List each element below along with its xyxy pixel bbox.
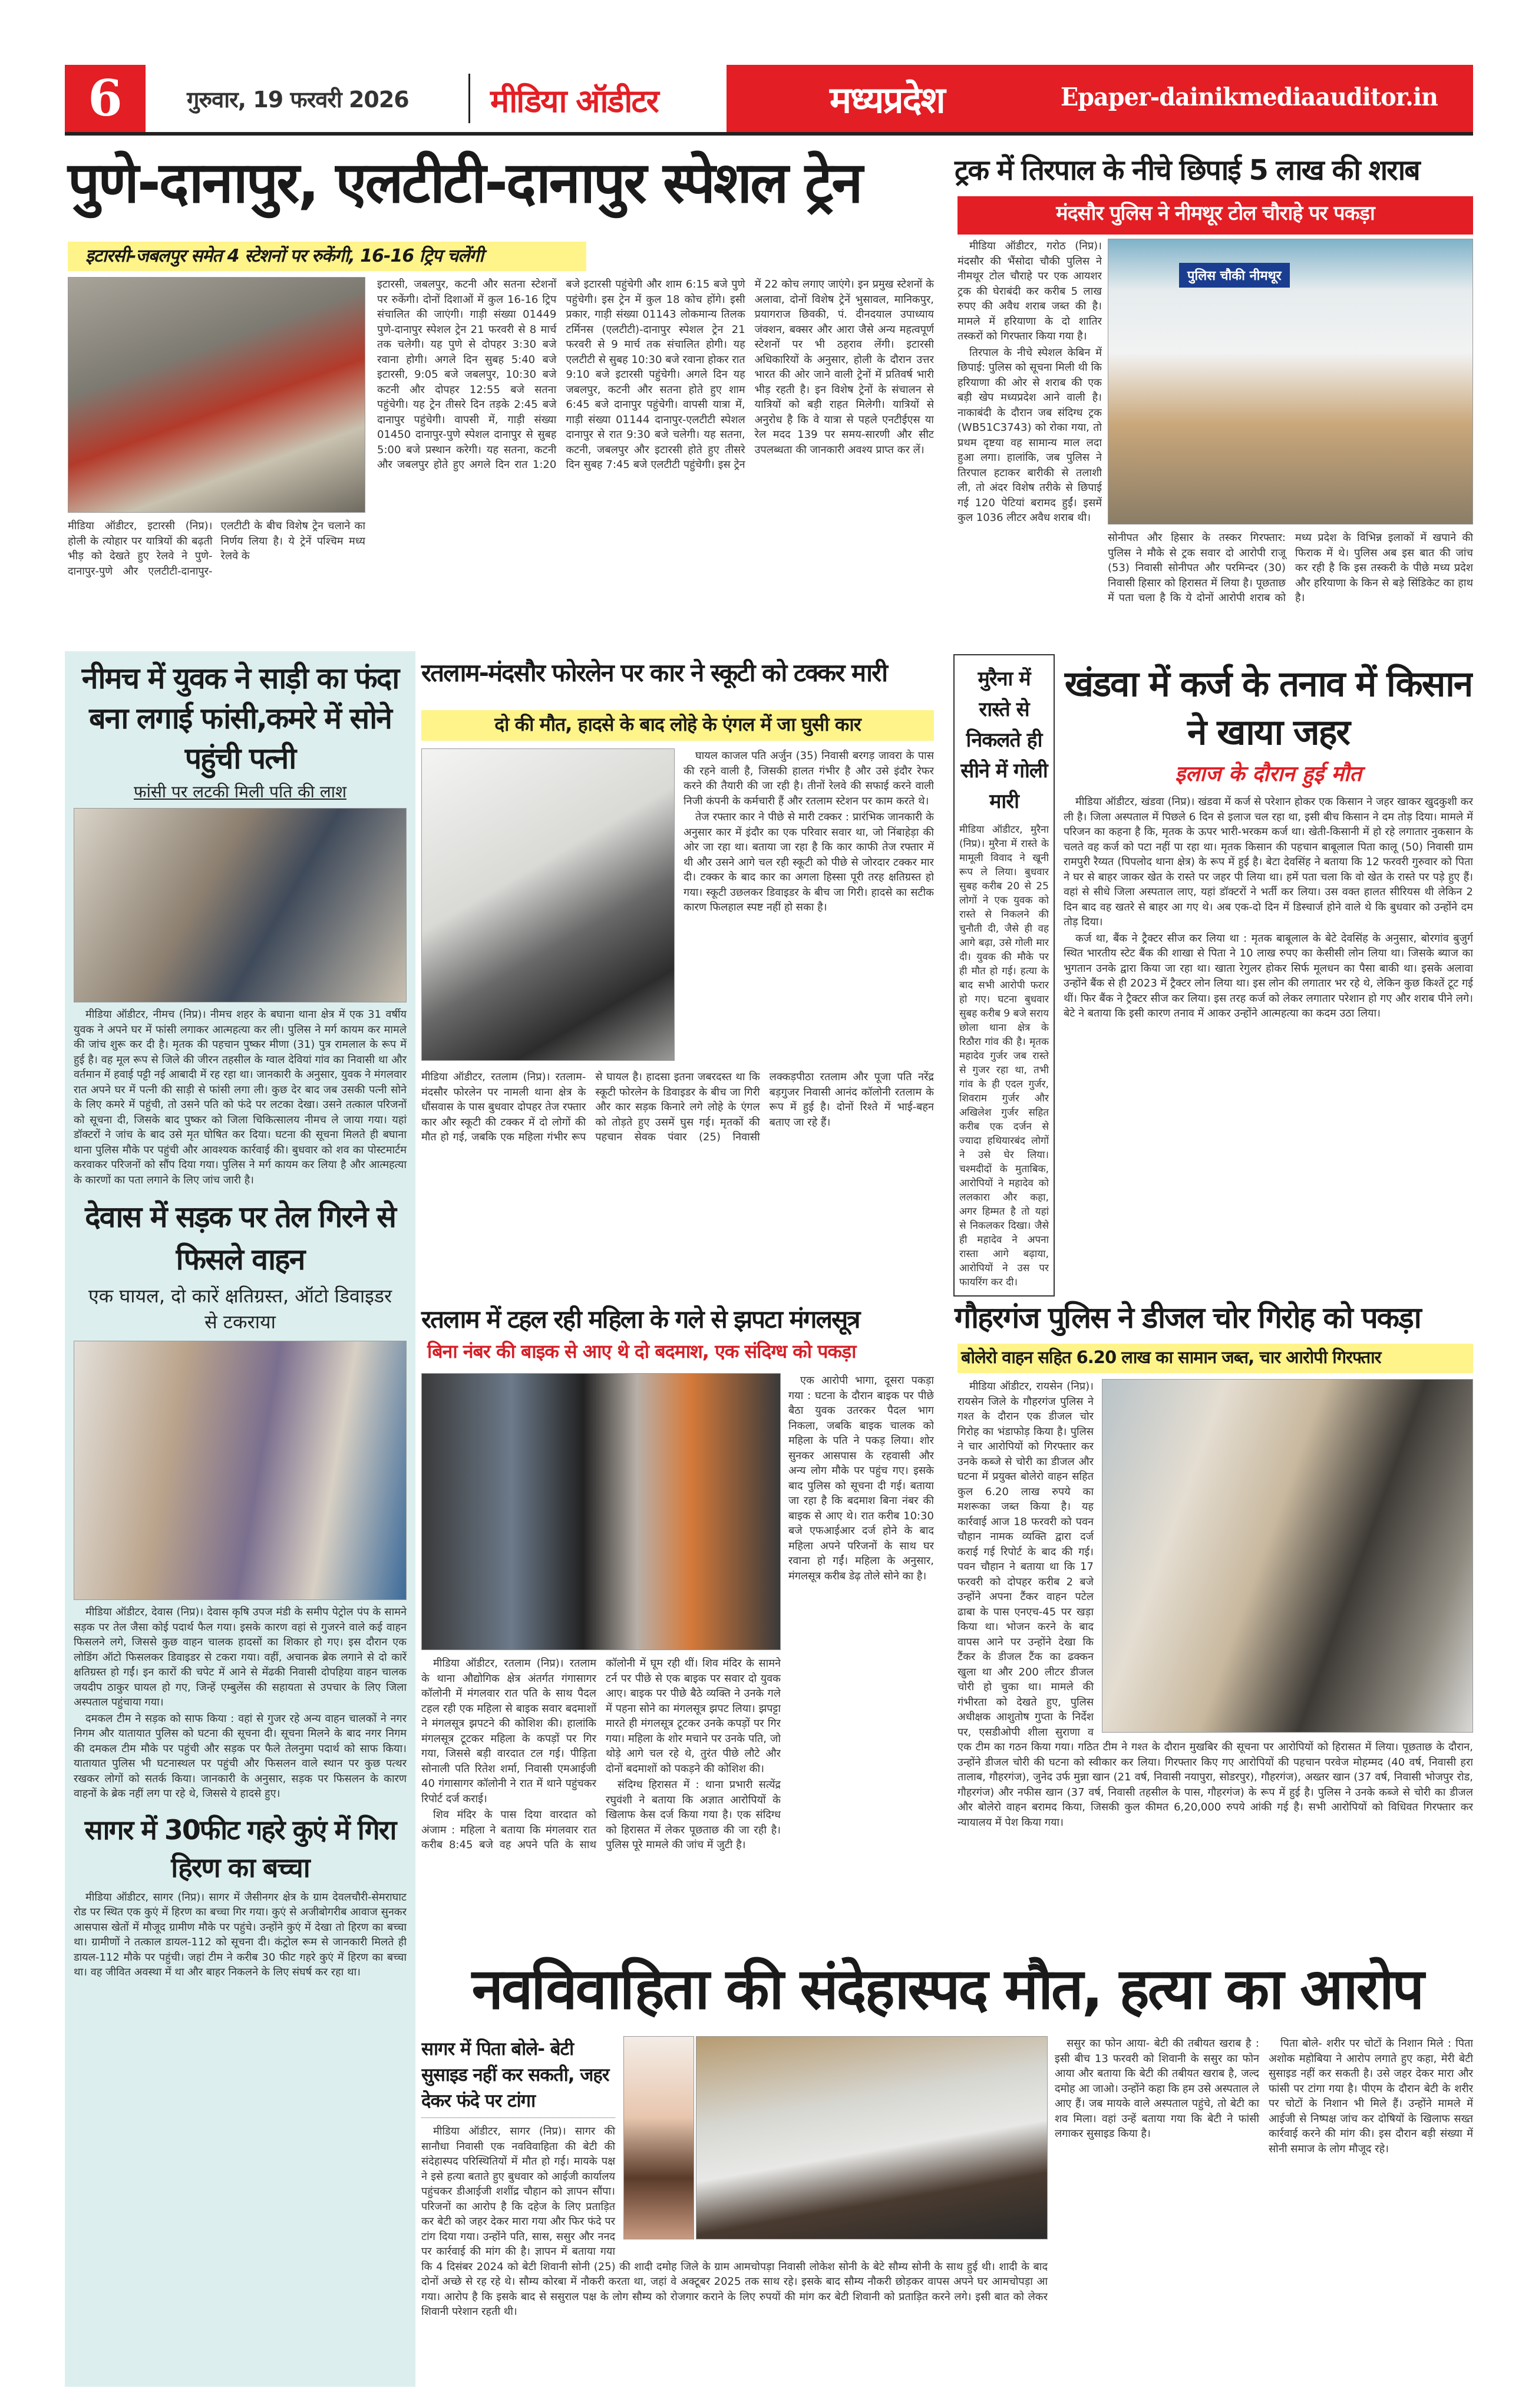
ratlam-chain-headline: रतलाम में टहल रही महिला के गले से झपटा मंगलसूत्र bbox=[421, 1305, 860, 1334]
truck-photo bbox=[1108, 239, 1473, 525]
sagar-bride-right bbox=[1055, 2036, 1473, 2381]
gauharganj-story bbox=[958, 1379, 1473, 1945]
sagar-bride-lead: मीडिया ऑडीटर, सागर (निप्र)। सागर की सानौधा निवासी एक नवविवाहिता की बेटी की संदेहास्पद परिस्थितियों में मौत हो गई। मायके पक्ष ने इसे हत्या बताते हुए बुधवार को आईजी कार्यालय पहुंचकर डीआईजी शशींद्र चौहान को ज्ञापन सौंपा। परिजनों का आरोप है कि दहेज के लिए प्रताड़ित कर बेटी को जहर देकर मारा गया और फिर फंदे पर टांग दिया गया। उन्होंने पति, सास, ससुर और ननद पर कार्रवाई की मांग की है। ज्ञापन में बताया गया कि 4 दिसंबर 2024 को बेटी शिवानी सोनी (25) की शादी दमोह जिले के ग्राम आमचोपड़ा निवासी लोकेश सोनी के बेटे सौम्य सोनी के साथ हुई थी। शादी के बाद दोनों अच्छे से रह रहे थे। सौम्य कोरबा में नौकरी करता था, जहां वे अक्टूबर 2025 तक साथ रहे। इसके बाद सौम्य नौकरी छोड़कर वापस अपने घर आमचोपड़ा आ गया। आरोप है कि इसके बाद से ससुराल पक्ष के लोग सौम्य को रोजगार कराने के लिए रुपयों की मांग कर बेटी शिवानी को प्रताड़ित करने लगे। इसी बात को लेकर शिवानी परेशान रहती थी। bbox=[421, 2125, 1048, 2318]
khandwa-headline: खंडवा में कर्ज के तनाव में किसान ने खाया जहर bbox=[1064, 664, 1472, 753]
khandwa-subhead: इलाज के दौरान हुई मौत bbox=[1175, 762, 1362, 786]
page-number: 6 bbox=[88, 69, 123, 127]
dewas-body bbox=[74, 1605, 407, 1803]
bride-portrait-photo bbox=[623, 2036, 694, 2239]
train-headline: पुणे-दानापुर, एलटीटी-दानापुर स्पेशल ट्रेन bbox=[68, 150, 861, 216]
sagar-bride-story bbox=[421, 2036, 1048, 2381]
train-caption: मीडिया ऑडीटर, इटारसी (निप्र)। होली के त्योहार पर यात्रियों की बढ़ती भीड़ को देखते हुए रेलवे ने पुणे-दानापुर-पुणे और एलटीटी-दानापुर-एलटीटी के बीच विशेष ट्रेन चलाने का निर्णय लिया है। ये ट्रेनें पश्चिम मध्य रेलवे के bbox=[68, 520, 365, 578]
khandwa-subsection: कर्ज था, बैंक ने ट्रैक्टर सीज कर लिया था : मृतक बाबूलाल के बेटे देवसिंह के अनुसार, बोरगांव बुजुर्ग स्थित भारतीय स्टेट बैंक की शाखा से पिता ने 10 लाख रुपए का केसीसी लोन लिया था। जिसके ब्याज का भुगतान उनके द्वारा किया जा रहा था। खाता रेगुलर होकर सिर्फ मूलधन का पैसा बाकी था। इसके अलावा उन्होंने बैंक से ही 2023 में ट्रैक्टर लोन लिया था। इस लोन की लगातार भर रहे थे, लेकिन कुछ किश्तें टूट गई थीं। फिर बैंक ने ट्रैक्टर सीज कर लिया। इस तरह कर्ज को लेकर लगातार परेशान हो गए और शराब पीने लगे। बेटे ने बताया कि इसी कारण तनाव में आकर उन्होंने आत्महत्या का कदम उठा लिया। bbox=[1064, 932, 1473, 1020]
ratlam-crash-headline: रतलाम-मंदसौर फोरलेन पर कार ने स्कूटी को टक्कर मारी bbox=[421, 658, 887, 687]
neemuch-subhead: फांसी पर लटकी मिली पति की लाश bbox=[133, 782, 346, 801]
khandwa-lead: मीडिया ऑडीटर, खंडवा (निप्र)। खंडवा में कर्ज से परेशान होकर एक किसान ने जहर खाकर खुदकुशी कर ली है। जिला अस्पताल में पिछले 6 दिन से इलाज चल रहा था, इसी बीच किसान ने दम तोड़ दिया। मामले में परिजन का कहना है कि, मृतक के ऊपर भारी-भरकम कर्ज था। खेती-किसानी में हो रहे लगातार नुकसान के चलते वह कर्ज को पटा नहीं पा रहा था। मृतक किसान की पहचान बाबूलाल पिता कालू (50) निवासी ग्राम रामपुरी रैय्यत (पिपलोद थाना क्षेत्र) के रूप में हुई है। बेटा देवसिंह ने बताया कि 12 फरवरी गुरुवार को पिता ने घर से बाहर जाकर खेत के रास्ते पर जहर पी लिया था। हमें पता चला कि वो खेत के रास्ते पर पड़े हुए हैं। वहां से सीधे जिला अस्पताल लाए, यहां डॉक्टरों ने भर्ती कर लिया। उस वक्त हालत सीरियस थी लेकिन 2 दिन बाद वह खतरे से बाहर आ गए थे। अब एक-दो दिन में डिस्चार्ज होने वाले थे कि बुधवार को उन्होंने दम तोड़ दिया। bbox=[1064, 796, 1473, 928]
train-photo bbox=[68, 277, 365, 513]
truck-subhead: मंदसौर पुलिस ने नीमथूर टोल चौराहे पर पकड़ा bbox=[958, 196, 1473, 235]
sagar-bride-headline: नवविवाहिता की संदेहास्पद मौत, हत्या का आरोप bbox=[471, 1956, 1423, 2022]
issue-date: गुरुवार, 19 फरवरी 2026 bbox=[187, 87, 409, 113]
bride-sub2: पिता बोले- शरीर पर चोटों के निशान मिले : पिता अशोक महोबिया ने आरोप लगाते हुए कहा, मेरी बेटी सुसाइड नहीं कर सकती है। उसे जहर देकर मारा और फांसी पर टांगा गया है। पीएम के दौरान बेटी के शरीर पर चोटों के निशान भी मिले हैं। उन्होंने मामले में आईजी से निष्पक्ष जांच कर दोषियों के खिलाफ सख्त कार्रवाई करने की मांग की। इस दौरान बड़ी संख्या में सोनी समाज के लोग मौजूद रहे। bbox=[1269, 2037, 1473, 2155]
gauharganj-body: मीडिया ऑडीटर, रायसेन (निप्र)। रायसेन जिले के गौहरगंज पुलिस ने गश्त के दौरान एक डीजल चोर गिरोह का भंडाफोड़ किया है। पुलिस ने चार आरोपियों को गिरफ्तार कर उनके कब्जे से चोरी का डीजल और घटना में प्रयुक्त बोलेरो वाहन सहित कुल 6.20 लाख रुपये का मशरूका जब्त किया है। यह कार्रवाई आज 18 फरवरी को पवन चौहान नामक व्यक्ति द्वारा दर्ज कराई गई रिपोर्ट के बाद की गई। पवन चौहान ने बताया था कि 17 फरवरी को दोपहर करीब 2 बजे उन्होंने अपना टैंकर वाहन पटेल ढाबा के पास एनएच-45 पर खड़ा किया था। भोजन करने के बाद वापस आने पर उन्होंने देखा कि टैंकर के डीजल टैंक का ढक्कन खुला था और 200 लीटर डीजल चोरी हो चुका था। मामले की गंभीरता को देखते हुए, पुलिस अधीक्षक आशुतोष गुप्ता के निर्देश पर, एसडीओपी शीला सुराणा व एक टीम का गठन किया गया। गठित टीम ने गश्त के दौरान मुखबिर की सूचना पर आरोपियों को हिरासत में लिया। पूछताछ के दौरान, उन्होंने डीजल चोरी की घटना को स्वीकार कर लिया। गिरफ्तार किए गए आरोपियों की पहचान परवेज मोहम्मद (40 वर्ष, निवासी हरा तालाब, गौहरगंज), जुनेद उर्फ मुन्ना खान (21 वर्ष, निवासी नयापुरा, सोडरपुर), गौहरगंज), अख्तर खान (37 वर्ष, निवासी भोजपुर रोड, गौहरगंज) और नफीस खान (37 वर्ष, निवासी तहसील के पास, गौहरगंज) के रूप में हुई है। पुलिस ने उनके कब्जे से चोरी का डीजल और बोलेरो वाहन बरामद किया, जिसकी कुल कीमत 6,20,000 रुपये आंकी गई है। सभी आरोपियों को विधिवत गिरफ्तार कर न्यायालय में पेश किया गया। bbox=[958, 1380, 1473, 1829]
gauharganj-headline: गौहरगंज पुलिस ने डीजल चोर गिरोह को पकड़ा bbox=[955, 1301, 1421, 1335]
diesel-gang-photo bbox=[1102, 1379, 1473, 1733]
truck-body-2: सोनीपत और हिसार के तस्कर गिरफ्तार: पुलिस ने मौके से ट्रक सवार दो आरोपी राजू (53) निवासी सोनीपत और परमिन्दर (30) निवासी हिसार को हिरासत में लिया है। पूछताछ में पता चला है कि ये दोनों आरोपी शराब को मध्य प्रदेश के विभिन्न इलाकों में खपाने की फिराक में थे। पुलिस अब इस बात की जांच कर रही है कि इस तस्करी के पीछे मध्य प्रदेश और हरियाणा के किन से बड़े सिंडिकेट का हाथ है। bbox=[1108, 532, 1473, 604]
chain-snatching-photo bbox=[421, 1373, 781, 1650]
masthead-bar bbox=[65, 65, 1473, 136]
morena-box bbox=[953, 654, 1055, 1297]
khandwa-story bbox=[1064, 660, 1473, 1299]
truck-subsection: तिरपाल के नीचे स्पेशल केबिन में छिपाई: पुलिस को सूचना मिली थी कि हरियाणा की ओर से शराब की एक बड़ी खेप मध्यप्रदेश आने वाली है। नाकाबंदी के दौरान जब संदिग्ध ट्रक (WB51C3743) को रोका गया, तो प्रथम दृष्टया वह सामान्य माल लदा हुआ लगा। हालांकि, जब पुलिस ने तिरपाल हटाकर बारीकी से तलाशी ली, तो अंदर विशेष तरीके से छिपाई गई 120 पेटियां बरामद हुईं। इसमें कुल 1036 लीटर अवैध शराब थी। bbox=[958, 346, 1102, 524]
sagar-deer-headline: सागर में 30फीट गहरे कुएं में गिरा हिरण का बच्चा bbox=[84, 1813, 396, 1883]
chain-sub3: संदिग्ध हिरासत में : थाना प्रभारी सत्येंद्र रघुवंशी ने बताया कि अज्ञात आरोपियों के खिलाफ केस दर्ज किया गया है। एक संदिग्ध को हिरासत में लेकर पूछताछ की जा रही है। पुलिस पूरे मामले की जांच में जुटी है। bbox=[606, 1779, 781, 1851]
sagar-bride-photos bbox=[623, 2036, 1048, 2239]
ratlam-crash-subhead: दो की मौत, हादसे के बाद लोहे के एंगल में जा घुसी कार bbox=[421, 710, 934, 741]
crash-side-sub: तेज रफ्तार कार ने पीछे से मारी टक्कर : प्रारंभिक जानकारी के अनुसार कार में इंदौर का एक परिवार सवार था, जो निंबाहेड़ा की ओर जा रहा था। बताया जा रहा है कि कार काफी तेज रफ्तार में थी और उसने आगे चल रही स्कूटी को पीछे से जोरदार टक्कर मार दी। टक्कर के बाद कार का अगला हिस्सा पूरी तरह क्षतिग्रस्त हो गया। स्कूटी उछलकर डिवाइडर के बीच जा गिरी। हादसे का सटीक कारण फिलहाल स्पष्ट नहीं हो सका है। bbox=[684, 811, 934, 913]
divider bbox=[468, 74, 470, 123]
newspaper-brand: मीडिया ऑडीटर bbox=[490, 83, 658, 120]
ratlam-chain-subhead: बिना नंबर की बाइक से आए थे दो बदमाश, एक संदिग्ध को पकड़ा bbox=[427, 1340, 856, 1363]
ratlam-crash-side bbox=[684, 748, 934, 1064]
gauharganj-subhead: बोलेरो वाहन सहित 6.20 लाख का सामान जब्त, चार आरोपी गिरफ्तार bbox=[958, 1344, 1473, 1373]
epaper-link[interactable]: Epaper-dainikmediaauditor.in bbox=[1061, 83, 1438, 111]
truck-body bbox=[958, 239, 1102, 569]
ratlam-chain-right: एक आरोपी भागा, दूसरा पकड़ा गया : घटना के दौरान बाइक पर पीछे बैठा युवक उतरकर पैदल भाग निकला, जबकि बाइक चालक को महिला के पति ने पकड़ लिया। शोर सुनकर आसपास के रहवासी और अन्य लोग मौके पर पहुंच गए। इसके बाद पुलिस को सूचना दी गई। बताया जा रहा है कि बदमाश बिना नंबर की बाइक से आए थे। रात करीब 10:30 बजे एफआईआर दर्ज होने के बाद महिला अपने परिजनों के साथ घर रवाना हो गईं। महिला के अनुसार, मंगलसूत्र करीब डेढ़ तोले सोने का है। bbox=[788, 1374, 934, 1582]
crash-side-text: घायल काजल पति अर्जुन (35) निवासी बरगड़ जावरा के पास की रहने वाली है, जिसकी हालत गंभीर है और उसे इंदौर रेफर करने की तैयारी की जा रही है। तीनों रेलवे की सफाई करने वाली निजी कंपनी के कर्मचारी हैं और रतलाम स्टेशन पर काम करते थे। bbox=[684, 750, 934, 807]
truck-headline: ट्रक में तिरपाल के नीचे छिपाई 5 लाख की शराब bbox=[955, 154, 1419, 187]
neemuch-headline: नीमच में युवक ने साड़ी का फंदा बना लगाई फांसी,कमरे में सोने पहुंची पत्नी bbox=[81, 661, 399, 776]
left-column-box bbox=[65, 651, 415, 2387]
dewas-lead: मीडिया ऑडीटर, देवास (निप्र)। देवास कृषि उपज मंडी के समीप पेट्रोल पंप के सामने सड़क पर तेल जैसा कोई पदार्थ फैल गया। इसके कारण वहां से गुजरने वाले कई वाहन फिसलने लगे, जिससे कुछ वाहन चालक हादसों का शिकार हो गए। इस दौरान एक लोडिंग ऑटो फिसलकर डिवाइडर से टकरा गया। वहीं, अचानक ब्रेक लगाने से दो कारें क्षतिग्रस्त हो गईं। इन कारों की चपेट में आने से मेंढकी निवासी दोपहिया वाहन चालक जयदीप ठाकुर घायल हो गए, जिन्हें एम्बुलेंस की सहायता से उपचार के लिए जिला अस्पताल पहुंचाया गया। bbox=[74, 1606, 407, 1708]
sagar-deer-body: मीडिया ऑडीटर, सागर (निप्र)। सागर में जैसीनगर क्षेत्र के ग्राम देवलचौरी-सेमराघाट रोड पर स्थित एक कुएं में हिरण का बच्चा गिर गया। कुएं से अजीबोगरीब आवाज सुनकर आसपास खेतों में मौजूद ग्रामीण मौके पर पहुंचे। उन्होंने कुएं में देखा तो हिरण का बच्चा था। ग्रामीणों ने तत्काल डायल-112 को सूचना दी। कंट्रोल रूम से जानकारी मिलते ही डायल-112 मौके पर पहुंची। जहां टीम ने करीब 30 फीट गहरे कुएं में हिरण का बच्चा था। वह जीवित अवस्था में था और बाहर निकलने के लिए संघर्ष कर रहा था। bbox=[74, 1891, 407, 1978]
masthead-white-box bbox=[146, 65, 727, 132]
bride-sub1: ससुर का फोन आया- बेटी की तबीयत खराब है : इसी बीच 13 फरवरी को शिवानी के ससुर का फोन आया और बताया कि बेटी की तबीयत खराब है, जल्द दमोह आ जाओ। उन्होंने कहा कि हम उसे अस्पताल ले आए हैं। जब मायके वाले अस्पताल पहुंचे, तो बेटी का शव मिला। वहां उन्हें बताया गया कि बेटी ने फांसी लगाकर सुसाइड किया है। bbox=[1055, 2037, 1259, 2140]
crash-car-photo bbox=[421, 748, 675, 1061]
dewas-headline: देवास में सड़क पर तेल गिरने से फिसले वाहन bbox=[85, 1200, 395, 1276]
train-body: इटारसी, जबलपुर, कटनी और सतना स्टेशनों पर रुकेंगी। दोनों दिशाओं में कुल 16-16 ट्रिप संचालित की जाएंगी। गाड़ी संख्या 01449 पुणे-दानापुर स्पेशल ट्रेन 21 फरवरी से 8 मार्च तक चलेगी। यह पुणे से दोपहर 3:30 बजे रवाना होगी। अगले दिन सुबह 5:40 बजे इटारसी, 9:05 बजे जबलपुर, 10:30 बजे कटनी और दोपहर 12:55 बजे सतना पहुंचेगी। यह ट्रेन तीसरे दिन तड़के 2:45 बजे दानापुर पहुंचेगी। वापसी में, गाड़ी संख्या 01450 दानापुर-पुणे स्पेशल दानापुर से सुबह 5:00 बजे प्रस्थान करेगी। यह सतना, कटनी और जबलपुर होते हुए अगले दिन रात 1:20 बजे इटारसी पहुंचेगी और शाम 6:15 बजे पुणे पहुंचेगी। इस ट्रेन में कुल 18 कोच होंगे। इसी प्रकार, गाड़ी संख्या 01143 लोकमान्य तिलक टर्मिनस (एलटीटी)-दानापुर स्पेशल ट्रेन 21 फरवरी से 9 मार्च तक संचालित होगी। यह एलटीटी से सुबह 10:30 बजे रवाना होकर रात 9:10 बजे इटारसी पहुंचेगी। अगले दिन यह जबलपुर, कटनी और सतना होते हुए शाम 6:45 बजे दानापुर पहुंचेगी। वापसी यात्रा में, गाड़ी संख्या 01144 दानापुर-एलटीटी स्पेशल दानापुर से रात 9:30 बजे चलेगी। यह सतना, कटनी, जबलपुर और इटारसी होते हुए तीसरे दिन सुबह 7:45 बजे एलटीटी पहुंचेगी। इस ट्रेन में 22 कोच लगाए जाएंगे। इन प्रमुख स्टेशनों के अलावा, दोनों विशेष ट्रेनें भुसावल, मानिकपुर, प्रयागराज छिवकी, पं. दीनदयाल उपाध्याय जंक्शन, बक्सर और आरा जैसे अन्य महत्वपूर्ण स्टेशनों पर भी ठहराव लेंगी। इटारसी अधिकारियों के अनुसार, होली के दौरान उत्तर भारत की ओर जाने वाली ट्रेनों में प्रतिवर्ष भारी भीड़ रहती है। इन विशेष ट्रेनों के संचालन से यात्रियों को बड़ी राहत मिलेगी। यात्रियों से अनुरोध है कि वे यात्रा से पहले एनटीईएस या रेल मदद 139 पर समय-सारणी और सीट उपलब्धता की जानकारी अवश्य प्राप्त कर लें। bbox=[377, 278, 934, 471]
protest-crowd-photo bbox=[696, 2036, 1048, 2239]
morena-headline: मुरैना में रास्ते से निकलते ही सीने में गोली मारी bbox=[960, 667, 1048, 813]
train-subhead: इटारसी-जबलपुर समेत 4 स्टेशनों पर रुकेंगी, 16-16 ट्रिप चलेंगी bbox=[68, 242, 586, 271]
section-name: मध्यप्रदेश bbox=[830, 78, 945, 121]
truck-lead: मीडिया ऑडीटर, गरोठ (निप्र)। मंदसौर की भैंसोदा चौकी पुलिस ने नीमथूर टोल चौराहे पर एक आयशर ट्रक की घेराबंदी कर करीब 5 लाख रुपए की अवैध शराब जब्त की है। मामले में हरियाणा के दो शातिर तस्करों को गिरफ्तार किया गया है। bbox=[958, 240, 1102, 342]
morena-body: मीडिया ऑडीटर, मुरैना (निप्र)। मुरैना में रास्ते के मामूली विवाद ने खूनी रूप ले लिया। बुधवार सुबह करीब 20 से 25 लोगों ने एक युवक को रास्ते से निकलने की चुनौती दी, जैसे ही वह आगे बढ़ा, उसे गोली मार दी। युवक की मौके पर ही मौत हो गई। हत्या के बाद सभी आरोपी फरार हो गए। घटना बुधवार सुबह करीब 9 बजे सराय छोला थाना क्षेत्र के रिठौरा गांव की है। मृतक महादेव गुर्जर जब रास्ते से गुजर रहा था, तभी गांव के ही एदल गुर्जर, शिवराम गुर्जर और अखिलेश गुर्जर सहित करीब एक दर्जन से ज्यादा हथियारबंद लोगों ने उसे घेर लिया। चश्मदीदों के मुताबिक, आरोपियों ने महादेव को ललकारा और कहा, अगर हिम्मत है तो यहां से निकलकर दिखा। जैसे ही महादेव ने अपना रास्ता आगे बढ़ाया, आरोपियों ने उस पर फायरिंग कर दी। bbox=[959, 824, 1049, 1288]
neemuch-body: मीडिया ऑडीटर, नीमच (निप्र)। नीमच शहर के बघाना थाना क्षेत्र में एक 31 वर्षीय युवक ने अपने घर में फांसी लगाकर आत्महत्या कर ली। पुलिस ने मर्ग कायम कर मामले की जांच शुरू कर दी है। मृतक की पहचान पुष्कर मीणा (31) पुत्र रामलाल के रूप में हुई है। वह मूल रूप से जिले की जीरन तहसील के ग्वाल देवियां गांव का निवासी था और वर्तमान में हवाई पट्टी नई आबादी में रह रहा था। जानकारी के अनुसार, युवक ने मंगलवार रात अपने घर में पत्नी की साड़ी से फांसी लगा ली। कुछ देर बाद जब उसकी पत्नी सोने के लिए कमरे में पहुंची, तो उसने पति को फंदे पर लटका देखा। उसने तत्काल परिजनों को सूचना दी, जिसके बाद पुष्कर को जिला चिकित्सालय नीमच ले जाया गया। यहां डॉक्टरों ने जांच के बाद उसे मृत घोषित कर दिया। घटना की सूचना मिलते ही बघाना थाना पुलिस मौके पर पहुंची और आवश्यक कार्रवाई की। बुधवार को शव का पोस्टमार्टम करवाकर परिजनों को सौंप दिया गया। पुलिस ने मर्ग कायम कर लिया है और आत्महत्या के कारणों का पता लगाने के लिए जांच जारी है। bbox=[74, 1008, 407, 1186]
chain-lead: मीडिया ऑडीटर, रतलाम (निप्र)। रतलाम के थाना औद्योगिक क्षेत्र अंतर्गत गंगासागर कॉलोनी में मंगलवार रात पति के साथ पैदल टहल रही एक महिला से बाइक सवार बदमाशों ने मंगलसूत्र झपटने की कोशिश की। हालांकि मंगलसूत्र टूटकर महिला के कपड़ों पर गिर गया, जिससे बड़ी वारदात टल गई। पीड़िता सोनाली पति रितेश शर्मा, निवासी एमआईजी 40 गंगासागर कॉलोनी ने रात में थाने पहुंचकर रिपोर्ट दर्ज कराई। bbox=[421, 1657, 596, 1805]
ratlam-crash-body: मीडिया ऑडीटर, रतलाम (निप्र)। रतलाम-मंदसौर फोरलेन पर नामली थाना क्षेत्र के धौंसवास के पास बुधवार दोपहर तेज रफ्तार कार और स्कूटी की टक्कर में दो लोगों की मौत हो गई, जबकि एक महिला गंभीर रूप से घायल है। हादसा इतना जबरदस्त था कि स्कूटी फोरलेन के डिवाइडर के बीच जा गिरी और कार सड़क किनारे लगे लोहे के एंगल को तोड़ते हुए उसमें घुस गई। मृतकों की पहचान सेवक पंवार (25) निवासी लक्कड़पीठा रतलाम और पूजा पति नरेंद्र बड़गुजर निवासी आनंद कॉलोनी रतलाम के रूप में हुई है। दोनों रिश्ते में भाई-बहन बताए जा रहे हैं। bbox=[421, 1071, 934, 1143]
neemuch-photo bbox=[74, 808, 407, 1002]
sagar-bride-subhead: सागर में पिता बोले- बेटी सुसाइड नहीं कर सकती, जहर देकर फंदे पर टांगा bbox=[421, 2036, 615, 2118]
dewas-subsection: दमकल टीम ने सड़क को साफ किया : वहां से गुजर रहे अन्य वाहन चालकों ने नगर निगम और यातायात पुलिस को घटना की सूचना दी। सूचना मिलने के बाद नगर निगम की दमकल टीम मौके पर पहुंची और सड़क पर फैले तेलनुमा पदार्थ को साफ किया। यातायात पुलिस भी घटनास्थल पर पहुंची और फिसलन वाले स्थान पर कुछ पत्थर रखकर लोगों को सतर्क किया। जानकारी के अनुसार, सड़क पर फिसलन के कारण वाहनों के ब्रेक नहीं लग पा रहे थे, जिससे ये हादसे हुए। bbox=[74, 1712, 407, 1800]
dewas-photo bbox=[74, 1341, 407, 1600]
police-post-sign: पुलिस चौकी नीमथूर bbox=[1179, 263, 1290, 288]
khandwa-body bbox=[1064, 794, 1473, 1299]
dewas-subhead: एक घायल, दो कारें क्षतिग्रस्त, ऑटो डिवाइडर से टकराया bbox=[88, 1285, 392, 1333]
chain-sub1: शिव मंदिर के पास दिया वारदात को अंजाम : महिला ने बताया कि मंगलवार रात करीब 8:45 बजे वह अपने पति के साथ कॉलोनी में घूम रही थीं। शिव मंदिर के सामने टर्न पर पीछे से एक बाइक पर सवार दो युवक आए। बाइक पर पीछे बैठे व्यक्ति ने उनके गले में पहना सोने का मंगलसूत्र झपट लिया। झपट्टा मारते ही मंगलसूत्र टूटकर उनके कपड़ों पर गिर गया। महिला के शोर मचाने पर उनके पति, जो थोड़े आगे चल रहे थे, तुरंत पीछे लौटे और दोनों बदमाशों को पकड़ने की कोशिश की। bbox=[421, 1657, 781, 1851]
ratlam-chain-body bbox=[421, 1656, 781, 1945]
